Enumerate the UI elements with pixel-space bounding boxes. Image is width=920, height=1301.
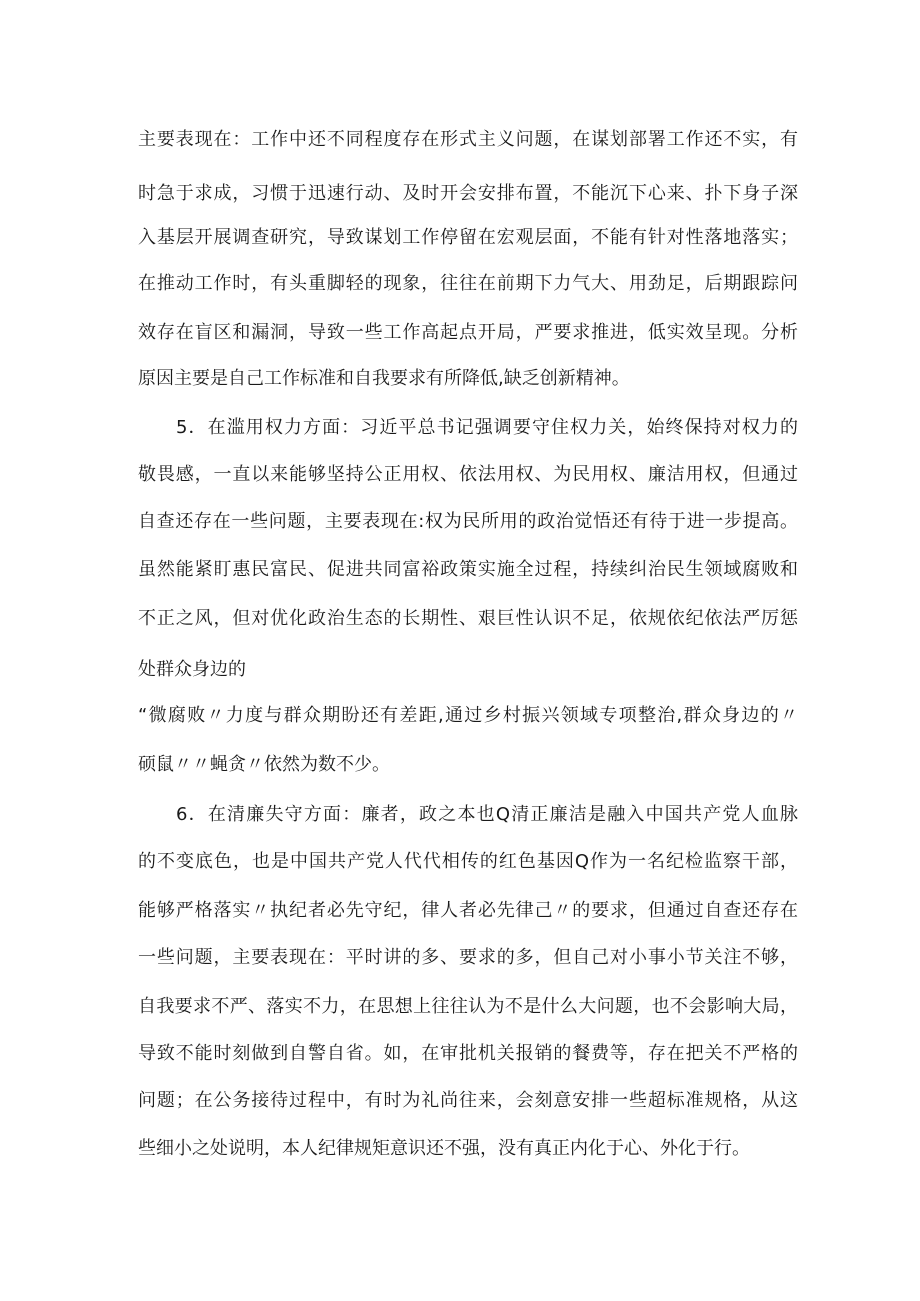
text-line: 不正之风，但对优化政治生态的长期性、艰巨性认识不足，依规依纪依法严厉惩 — [138, 608, 798, 629]
text-line: 虽然能紧盯惠民富民、促进共同富裕政策实施全过程，持续纠治民生领域腐败和 — [138, 559, 798, 580]
text-line: 导致不能时刻做到自警自省。如，在审批机关报销的餐费等，存在把关不严格的 — [138, 1043, 798, 1064]
text-line: “微腐败〃力度与群众期盼还有差距,通过乡村振兴领域专项整治,群众身边的〃 — [138, 705, 798, 726]
text-line: 5．在滥用权力方面：习近平总书记强调要守住权力关，始终保持对权力的 — [176, 417, 798, 438]
text-line: 问题；在公务接待过程中，有时为礼尚往来，会刻意安排一些超标准规格，从这 — [138, 1090, 798, 1111]
text-line: 入基层开展调查研究，导致谋划工作停留在宏观层面，不能有针对性落地落实； — [138, 227, 798, 248]
text-line: 主要表现在：工作中还不同程度存在形式主义问题，在谋划部署工作还不实，有 — [138, 129, 798, 150]
text-line: 能够严格落实〃执纪者必先守纪，律人者必先律己〃的要求，但通过自查还存在 — [138, 900, 798, 921]
text-line: 6．在清廉失守方面：廉者，政之本也Q清正廉洁是融入中国共产党人血脉 — [176, 804, 798, 825]
text-line: 硕鼠〃〃蝇贪〃依然为数不少。 — [138, 754, 390, 775]
text-line: 自查还存在一些问题，主要表现在:权为民所用的政治觉悟还有待于进一步提高。 — [138, 511, 798, 532]
text-line: 原因主要是自己工作标准和自我要求有所降低,缺乏创新精神。 — [138, 368, 630, 389]
text-line: 的不变底色，也是中国共产党人代代相传的红色基因Q作为一名纪检监察干部， — [138, 851, 798, 872]
text-line: 在推动工作时，有头重脚轻的现象，往往在前期下力气大、用劲足，后期跟踪问 — [138, 273, 798, 294]
text-line: 效存在盲区和漏洞，导致一些工作高起点开局，严要求推进，低实效呈现。分析 — [138, 322, 798, 343]
text-line: 一些问题，主要表现在：平时讲的多、要求的多，但自己对小事小节关注不够， — [138, 947, 798, 968]
text-line: 敬畏感，一直以来能够坚持公正用权、依法用权、为民用权、廉洁用权，但通过 — [138, 464, 798, 485]
text-line: 自我要求不严、落实不力，在思想上往往认为不是什么大问题，也不会影响大局， — [138, 996, 798, 1017]
text-line: 些细小之处说明，本人纪律规矩意识还不强，没有真正内化于心、外化于行。 — [138, 1138, 750, 1159]
text-line: 处群众身边的 — [138, 659, 246, 680]
text-line: 时急于求成，习惯于迅速行动、及时开会安排布置，不能沉下心来、扑下身子深 — [138, 183, 798, 204]
